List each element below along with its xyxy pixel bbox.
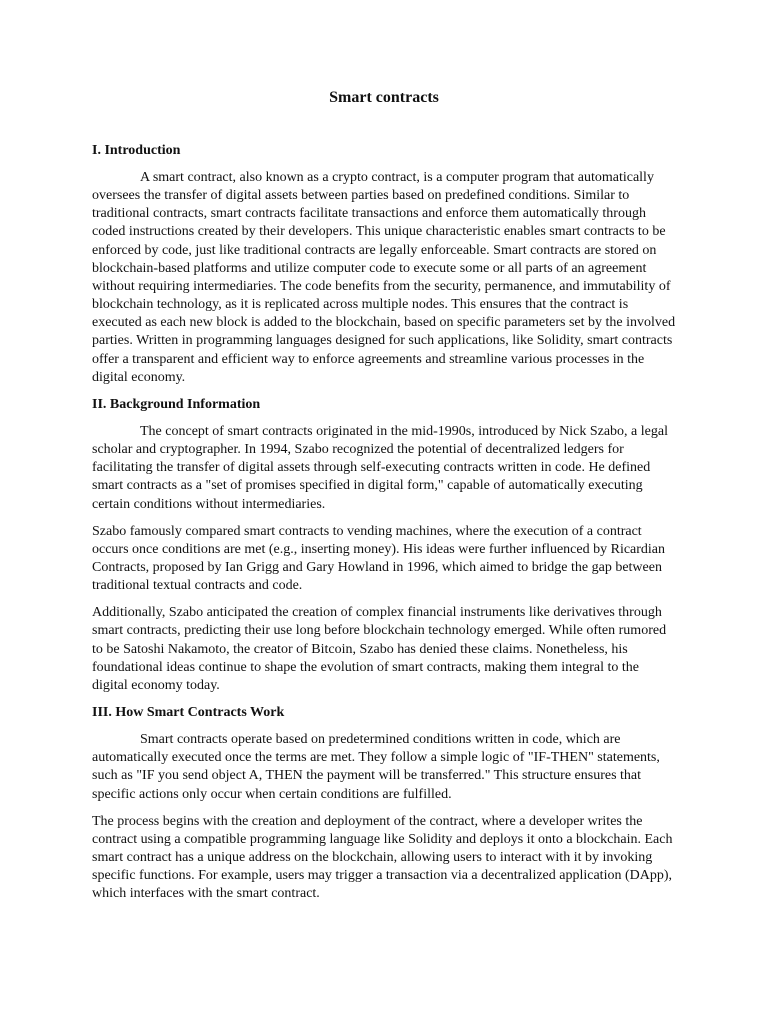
section-heading: III. How Smart Contracts Work <box>92 705 285 721</box>
paragraph: Szabo famously compared smart contracts to vending machines, where the execution of a contract occurs once conditions are met (e.g., inserting money). His ideas were further influenced by Ricardian Contracts, proposed by Ian Grigg and Gary Howland in 1996, which aimed to bridge the gap between traditional textual contracts and code. <box>92 523 666 594</box>
section-how-smart-contracts-work <box>92 704 676 903</box>
paragraph: Smart contracts operate based on predetermined conditions written in code, which are automatically executed once the terms are met. They follow a simple logic of "IF-THEN" statements, such as "IF you send object A, THEN the payment will be transferred." This structure ensures that specific actions only occur when certain conditions are fulfilled. <box>92 732 660 802</box>
paragraph: The process begins with the creation and deployment of the contract, where a developer writes the contract using a compatible programming language like Solidity and deploys it onto a blockchain. Each smart contract has a unique address on the blockchain, allowing users to interact with it by invoking specific functions. For example, users may trigger a transaction via a decentralized application (DApp), which interfaces with the smart contract. <box>92 813 673 902</box>
section-introduction <box>92 142 676 387</box>
document-title: Smart contracts <box>329 89 439 106</box>
section-heading: I. Introduction <box>92 143 181 158</box>
document-body <box>92 88 676 912</box>
paragraph: A smart contract, also known as a crypto contract, is a computer program that automatically oversees the transfer of digital assets between parties based on predefined conditions. Similar to traditional contracts, smart contracts facilitate transactions and enforce them automatically through coded instructions created by their developers. This unique characteristic enables smart contracts to be enforced by code, just like traditional contracts are legally enforceable. Smart contracts are stored on blockchain-based platforms and utilize computer code to execute some or all parts of an agreement without requiring intermediaries. The code benefits from the security, permanence, and immutability of blockchain technology, as it is replicated across multiple nodes. This ensures that the contract is executed as each new block is added to the blockchain, based on specific parameters set by the involved parties. Written in programming languages designed for such applications, like Solidity, smart contracts offer a transparent and efficient way to enforce agreements and streamline various processes in the digital economy. <box>92 170 676 385</box>
section-background-information <box>92 396 676 695</box>
paragraph: The concept of smart contracts originated in the mid-1990s, introduced by Nick Szabo, a legal scholar and cryptographer. In 1994, Szabo recognized the potential of decentralized ledgers for facilitating the transfer of digital assets through self-executing contracts written in code. He defined smart contracts as a "set of promises specified in digital form," capable of automatically executing certain conditions without intermediaries. <box>92 423 668 512</box>
paragraph: Additionally, Szabo anticipated the creation of complex financial instruments like derivatives through smart contracts, predicting their use long before blockchain technology emerged. While often rumored to be Satoshi Nakamoto, the creator of Bitcoin, Szabo has denied these claims. Nonetheless, his foundational ideas continue to shape the evolution of smart contracts, making them integral to the digital economy today. <box>92 605 667 693</box>
section-heading: II. Background Information <box>92 396 261 412</box>
